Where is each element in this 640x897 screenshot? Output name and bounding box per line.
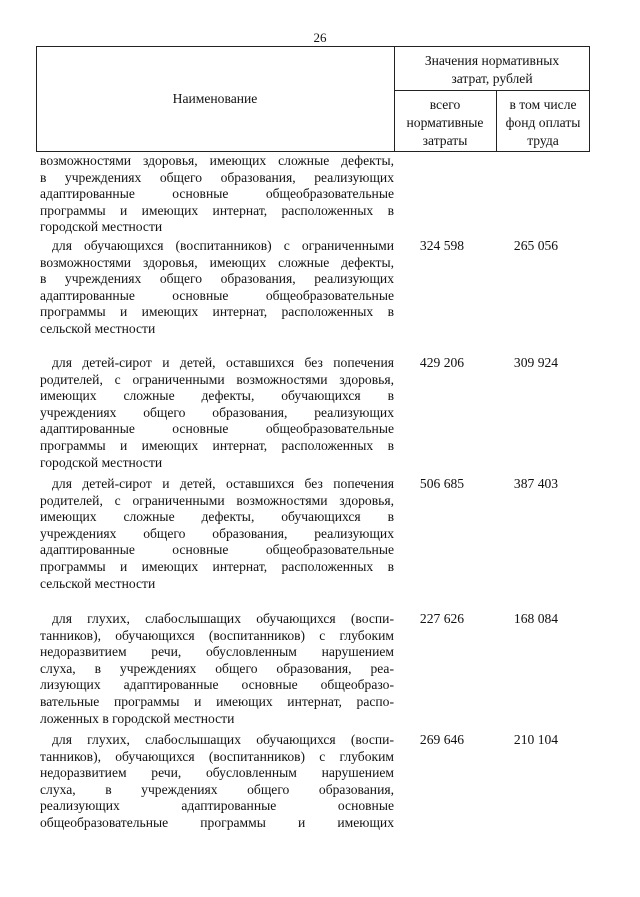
row-text-line: учреждениях общего образования, реализующих [40,404,394,420]
row-text-line: программы и имеющих интернат, расположенных в [40,304,394,320]
table-row-name [40,238,394,338]
total-value: 506 685 [419,476,465,491]
payroll-value: 168 084 [513,611,559,626]
row-text-line: имеющих сложные дефекты, обучающихся в [40,509,394,525]
payroll-value: 387 403 [513,476,559,491]
row-text-line: общеобразовательные программы и имеющих [40,814,394,830]
row-text-line: сельской местности [40,320,156,336]
row-text-line: в учреждениях общего образования, реализующих [40,271,394,287]
row-text-line: учреждениях общего образования, реализующих [40,525,394,541]
row-text-line: адаптированные основные общеобразовательные [40,287,394,303]
payroll-value: 309 924 [513,355,559,370]
header-values-line-1: Значения нормативных [424,53,560,68]
row-text-line: программы и имеющих интернат, расположенных в [40,558,394,574]
page-number: 26 [313,30,327,45]
total-value: 227 626 [419,611,465,626]
row-text-line: программы и имеющих интернат, расположенных в [40,202,394,218]
row-text-line: танников), обучающихся (воспитанников) с глубоким [40,627,394,643]
row-text-line: городской местности [40,219,163,235]
header-total-line-2: нормативные [406,115,484,130]
header-payroll-line-3: труда [527,133,559,148]
row-text-line: сельской местности [40,575,156,591]
table-row-name [40,732,394,832]
row-text-line: имеющих сложные дефекты, обучающихся в [40,388,394,404]
table-row-name [40,153,394,236]
row-text-line: для глухих, слабослышащих обучающихся (воспи- [52,611,394,626]
row-text-line: адаптированные основные общеобразовательные [40,421,394,437]
header-total-line-3: затраты [422,133,468,148]
row-text-line: лизующих адаптированные основные общеобразо- [40,677,394,693]
row-text-line: программы и имеющих интернат, расположенных в [40,437,394,453]
total-value: 429 206 [419,355,465,370]
table-row-name [40,355,394,471]
row-text-line: ложенных в городской местности [40,710,235,726]
row-text-line: для глухих, слабослышащих обучающихся (воспи- [52,732,394,747]
row-text-line: для обучающихся (воспитанников) с ограниченными [52,238,394,253]
row-text-line: танников), обучающихся (воспитанников) с глубоким [40,748,394,764]
row-text-line: возможностями здоровья, имеющих сложные дефекты, [40,153,394,168]
total-value: 324 598 [419,238,465,253]
payroll-value: 265 056 [513,238,559,253]
row-text-line: недоразвитием речи, обусловленным нарушением [40,765,394,781]
table-row-name [40,476,394,592]
row-text-line: родителей, с ограниченными возможностями здоровья, [40,492,394,508]
header-values-line-2: затрат, рублей [451,71,533,86]
row-text-line: для детей-сирот и детей, оставшихся без попечения [52,476,394,491]
table-header [36,46,590,152]
header-payroll-line-1: в том числе [509,97,577,112]
row-text-line: недоразвитием речи, обусловленным нарушением [40,644,394,660]
header-name: Наименование [172,91,258,106]
row-text-line: родителей, с ограниченными возможностями здоровья, [40,371,394,387]
header-payroll-line-2: фонд оплаты [505,115,581,130]
row-text-line: слуха, в учреждениях общего образования, [40,781,394,797]
total-value: 269 646 [419,732,465,747]
row-text-line: для детей-сирот и детей, оставшихся без попечения [52,355,394,370]
row-text-line: слуха, в учреждениях общего образования, реа- [40,660,394,676]
header-payroll [496,96,590,150]
table-row-name [40,611,394,727]
row-text-line: городской местности [40,454,163,470]
row-text-line: адаптированные основные общеобразовательные [40,186,394,202]
row-text-line: адаптированные основные общеобразовательные [40,542,394,558]
row-text-line: возможностями здоровья, имеющих сложные дефекты, [40,254,394,270]
row-text-line: реализующих адаптированные основные [40,798,394,814]
payroll-value: 210 104 [513,732,559,747]
header-total-line-1: всего [429,97,461,112]
row-text-line: вательные программы и имеющих интернат, распо- [40,693,394,709]
header-values-group [394,52,590,88]
header-total-costs [394,96,496,150]
row-text-line: в учреждениях общего образования, реализующих [40,169,394,185]
